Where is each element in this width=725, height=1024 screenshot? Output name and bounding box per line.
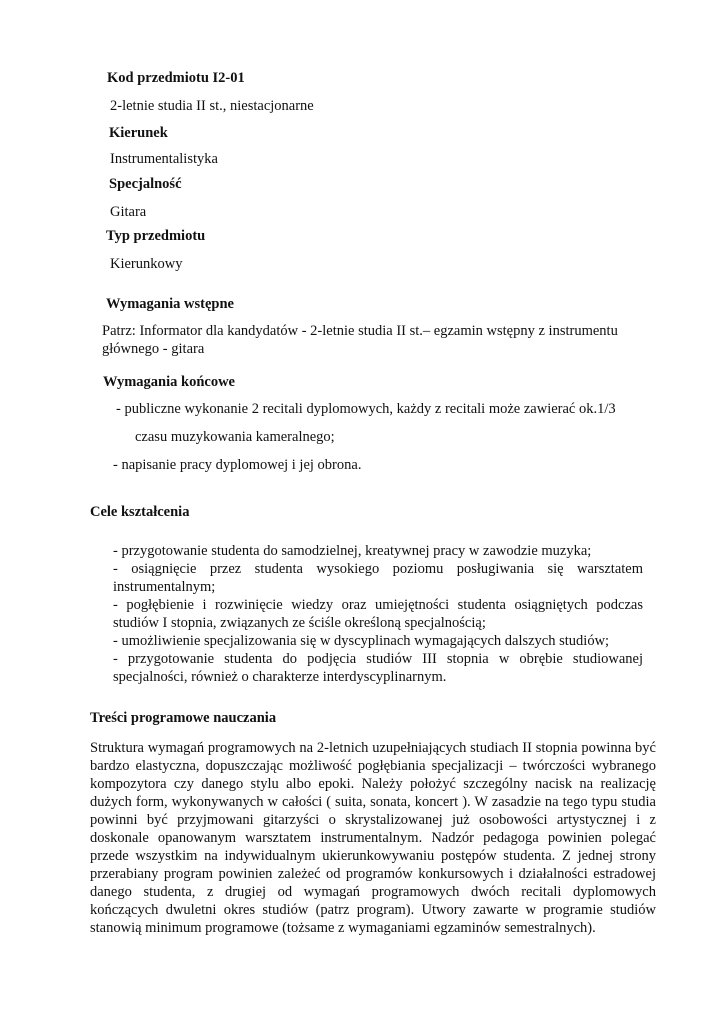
final-requirement-item: - publiczne wykonanie 2 recitali dyplomowych, każdy z recitali może zawierać ok.1/3: [116, 401, 616, 417]
specialty-value: Gitara: [110, 204, 147, 220]
course-code: Kod przedmiotu I2-01: [107, 70, 245, 86]
goal-item: - pogłębienie i rozwinięcie wiedzy oraz umiejętności studenta osiągniętych podczas studiów I stopnia, związanych ze ściśle określoną specjalnością;: [113, 597, 643, 631]
goal-item: - umożliwienie specjalizowania się w dyscyplinach wymagających dalszych studiów;: [113, 633, 610, 649]
goal-item: - przygotowanie studenta do podjęcia studiów III stopnia w obrębie studiowanej specjalności, również o charakterze interdyscyplinarnym.: [113, 651, 643, 685]
direction-label: Kierunek: [109, 125, 168, 141]
specialty-label: Specjalność: [109, 176, 182, 192]
final-requirement-item-continuation: czasu muzykowania kameralnego;: [135, 429, 335, 445]
program-text: Struktura wymagań programowych na 2-letnich uzupełniających studiach II stopnia powinna być bardzo elastyczna, dopuszczając możliwość pogłębiania specjalizacji – twórczości wybranego kompozytora czy danego stylu albo epoki. Należy położyć szczególny nacisk na realizację dużych form, wykonywanych w całości ( suita, sonata, koncert ). W zasadzie na tego typu studia powinni być przyjmowani gitarzyści o skrystalizowanej już osobowości artystycznej i z doskonale opanowanym warsztatem instrumentalnym. Nadzór pedagoga powinien polegać przede wszystkim na indywidualnym ukierunkowywaniu postępów studenta. Z jednej strony przerabiany program powinien zależeć od programów konkursowych i działalności estradowej danego studenta, z drugiej od wymagań programowych dwóch recitali dyplomowych kończących dwuletni okres studiów (patrz program). Utwory zawarte w programie studiów stanowią minimum programowe (tożsame z wymaganiami egzaminów semestralnych).: [90, 740, 656, 936]
final-requirement-item: - napisanie pracy dyplomowej i jej obrona.: [113, 457, 362, 473]
program-heading: Treści programowe nauczania: [90, 710, 277, 726]
course-type-value: Kierunkowy: [110, 256, 183, 272]
study-type: 2-letnie studia II st., niestacjonarne: [110, 98, 314, 114]
course-type-label: Typ przedmiotu: [106, 228, 206, 244]
prerequisites-heading: Wymagania wstępne: [106, 296, 234, 312]
prerequisites-text: Patrz: Informator dla kandydatów - 2-letnie studia II st.– egzamin wstępny z instrumentu głównego - gitara: [102, 323, 618, 357]
goal-item: - osiągnięcie przez studenta wysokiego poziomu posługiwania się warsztatem instrumentalnym;: [113, 561, 643, 595]
goals-list: [113, 542, 643, 686]
goals-heading: Cele kształcenia: [90, 504, 190, 520]
direction-value: Instrumentalistyka: [110, 151, 218, 167]
goal-item: - przygotowanie studenta do samodzielnej, kreatywnej pracy w zawodzie muzyka;: [113, 543, 592, 559]
final-requirements-heading: Wymagania końcowe: [103, 374, 235, 390]
